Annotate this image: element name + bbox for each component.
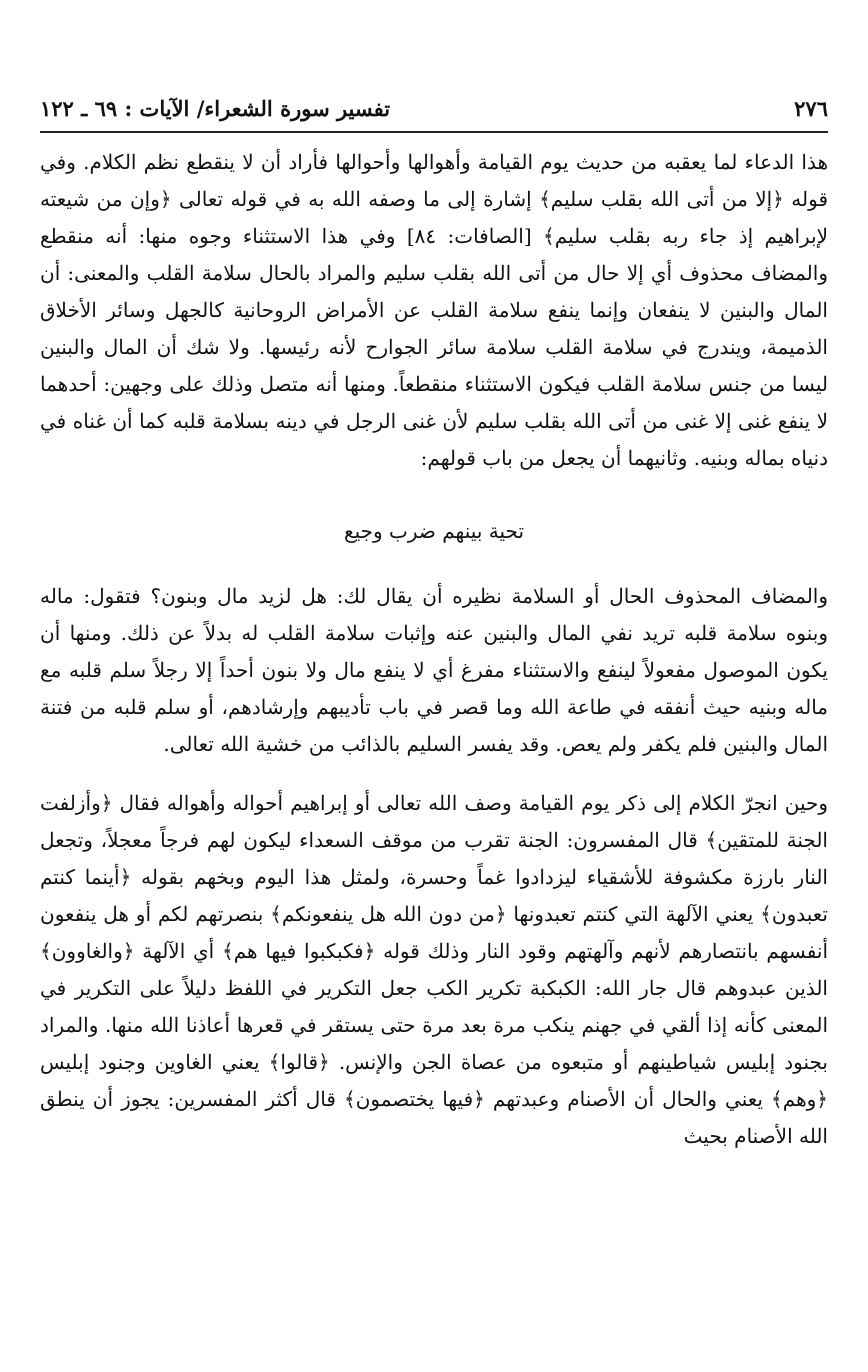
running-title: تفسير سورة الشعراء/ الآيات : ٦٩ ـ ١٢٢ bbox=[40, 96, 391, 121]
main-text bbox=[40, 144, 828, 1155]
page-number: ٢٧٦ bbox=[794, 96, 828, 121]
poetry-verse: تحية بينهم ضرب وجيع bbox=[343, 519, 525, 543]
paragraph-2: والمضاف المحذوف الحال أو السلامة نظيره أن يقال لك: هل لزيد مال وبنون؟ فتقول: ماله وبنوه سلامة قلبه تريد نفي المال والبنين عنه وإثبات سلامة القلب له بدلاً عن ذلك. ومنها أن يكون الموصول مفعولاً لينفع والاستثناء مفرغ أي لا ينفع مال ولا بنون أحداً إلا رجلاً سلم قلبه مع ماله وبنيه حيث أنفقه في طاعة الله وما قصر في باب تأديبهم وإرشادهم، أو سلم قلبه من فتنة المال والبنين فلم يكفر ولم يعص. وقد يفسر السليم بالذائب من خشية الله تعالى. bbox=[40, 584, 828, 756]
paragraph-3: وحين انجرّ الكلام إلى ذكر يوم القيامة وصف الله تعالى أو إبراهيم أحواله وأهواله فقال ﴿وأزلفت الجنة للمتقين﴾ قال المفسرون: الجنة تقرب من موقف السعداء ليكون لهم فرجاً معجلاً، وتجعل النار بارزة مكشوفة للأشقياء ليزدادوا غماً وحسرة، ولمثل هذا اليوم وبخهم بقوله ﴿أينما كنتم تعبدون﴾ يعني الآلهة التي كنتم تعبدونها ﴿من دون الله هل ينفعونكم﴾ بنصرتهم لكم أو هل ينفعون أنفسهم بانتصارهم لأنهم وآلهتهم وقود النار وذلك قوله ﴿فكبكبوا فيها هم﴾ أي الآلهة ﴿والغاوون﴾ الذين عبدوهم قال جار الله: الكبكبة تكرير الكب جعل التكرير في اللفظ دليلاً على التكرير في المعنى كأنه إذا ألقي في جهنم ينكب مرة بعد مرة حتى يستقر في قعرها أعاذنا الله منها. والمراد بجنود إبليس شياطينهم أو متبعوه من عصاة الجن والإنس. ﴿قالوا﴾ يعني الغاوين وجنود إبليس ﴿وهم﴾ يعني والحال أن الأصنام وعبدتهم ﴿فيها يختصمون﴾ قال أكثر المفسرين: يجوز أن ينطق الله الأصنام بحيث bbox=[40, 791, 828, 1148]
running-header bbox=[40, 96, 828, 133]
paragraph-1: هذا الدعاء لما يعقبه من حديث يوم القيامة وأهوالها وأحوالها فأراد أن لا ينقطع نظم الكلام. وفي قوله ﴿إلا من أتى الله بقلب سليم﴾ إشارة إلى ما وصفه الله به في قوله تعالى ﴿وإن من شيعته لإبراهيم إذ جاء ربه بقلب سليم﴾ [الصافات: ٨٤] وفي هذا الاستثناء وجوه منها: أنه منقطع والمضاف محذوف أي إلا حال من أتى الله بقلب سليم والمراد بالحال سلامة القلب والمعنى: أن المال والبنين لا ينفعان وإنما ينفع سلامة القلب عن الأمراض الروحانية كالجهل وسائر الأخلاق الذميمة، ويندرج في سلامة القلب سلامة سائر الجوارح لأنه رئيسها. ولا شك أن المال والبنين ليسا من جنس سلامة القلب فيكون الاستثناء منقطعاً. ومنها أنه متصل وذلك على وجهين: أحدهما لا ينفع غنى إلا غنى من أتى الله بقلب سليم لأن غنى الرجل في دينه بسلامة قلبه كما أن غناه في دنياه بماله وبنيه. وثانيهما أن يجعل من باب قولهم: bbox=[40, 150, 829, 470]
